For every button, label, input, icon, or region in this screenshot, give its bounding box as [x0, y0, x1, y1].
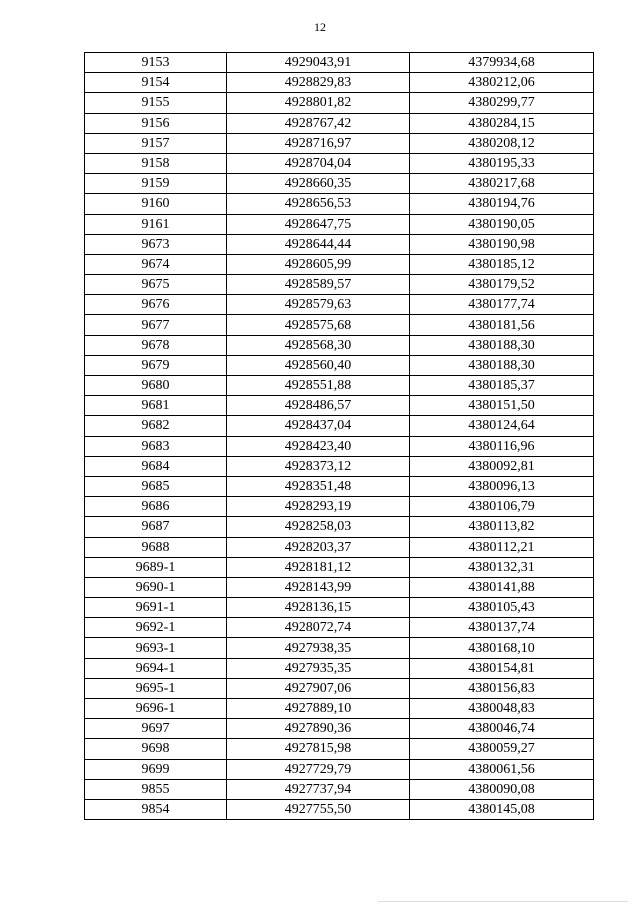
x-coordinate-cell: 4928605,99 — [227, 254, 410, 274]
x-coordinate-cell: 4927729,79 — [227, 759, 410, 779]
point-number-cell: 9684 — [85, 456, 227, 476]
y-coordinate-cell: 4380048,83 — [410, 699, 594, 719]
y-coordinate-cell: 4379934,68 — [410, 53, 594, 73]
y-coordinate-cell: 4380154,81 — [410, 658, 594, 678]
y-coordinate-cell: 4380190,05 — [410, 214, 594, 234]
y-coordinate-cell: 4380185,12 — [410, 254, 594, 274]
x-coordinate-cell: 4928568,30 — [227, 335, 410, 355]
y-coordinate-cell: 4380194,76 — [410, 194, 594, 214]
point-number-cell: 9692-1 — [85, 618, 227, 638]
y-coordinate-cell: 4380284,15 — [410, 113, 594, 133]
table-row — [85, 133, 594, 153]
x-coordinate-cell: 4928829,83 — [227, 73, 410, 93]
point-number-cell: 9679 — [85, 355, 227, 375]
table-row — [85, 517, 594, 537]
x-coordinate-cell: 4927890,36 — [227, 719, 410, 739]
x-coordinate-cell: 4928579,63 — [227, 295, 410, 315]
x-coordinate-cell: 4928373,12 — [227, 456, 410, 476]
scan-edge-line — [378, 901, 628, 902]
point-number-cell: 9682 — [85, 416, 227, 436]
y-coordinate-cell: 4380299,77 — [410, 93, 594, 113]
point-number-cell: 9691-1 — [85, 598, 227, 618]
x-coordinate-cell: 4927737,94 — [227, 779, 410, 799]
table-row — [85, 53, 594, 73]
point-number-cell: 9683 — [85, 436, 227, 456]
x-coordinate-cell: 4928656,53 — [227, 194, 410, 214]
point-number-cell: 9697 — [85, 719, 227, 739]
y-coordinate-cell: 4380106,79 — [410, 497, 594, 517]
table-row — [85, 476, 594, 496]
x-coordinate-cell: 4928351,48 — [227, 476, 410, 496]
table-row — [85, 577, 594, 597]
y-coordinate-cell: 4380185,37 — [410, 376, 594, 396]
x-coordinate-cell: 4928767,42 — [227, 113, 410, 133]
x-coordinate-cell: 4928203,37 — [227, 537, 410, 557]
point-number-cell: 9694-1 — [85, 658, 227, 678]
table-row — [85, 456, 594, 476]
point-number-cell: 9698 — [85, 739, 227, 759]
x-coordinate-cell: 4928575,68 — [227, 315, 410, 335]
table-row — [85, 759, 594, 779]
y-coordinate-cell: 4380188,30 — [410, 355, 594, 375]
point-number-cell: 9688 — [85, 537, 227, 557]
x-coordinate-cell: 4928589,57 — [227, 275, 410, 295]
point-number-cell: 9677 — [85, 315, 227, 335]
point-number-cell: 9686 — [85, 497, 227, 517]
point-number-cell: 9156 — [85, 113, 227, 133]
y-coordinate-cell: 4380217,68 — [410, 174, 594, 194]
table-row — [85, 436, 594, 456]
x-coordinate-cell: 4928072,74 — [227, 618, 410, 638]
y-coordinate-cell: 4380188,30 — [410, 335, 594, 355]
table-row — [85, 214, 594, 234]
point-number-cell: 9673 — [85, 234, 227, 254]
x-coordinate-cell: 4928704,04 — [227, 153, 410, 173]
y-coordinate-cell: 4380156,83 — [410, 678, 594, 698]
point-number-cell: 9161 — [85, 214, 227, 234]
table-row — [85, 275, 594, 295]
x-coordinate-cell: 4928644,44 — [227, 234, 410, 254]
y-coordinate-cell: 4380061,56 — [410, 759, 594, 779]
y-coordinate-cell: 4380151,50 — [410, 396, 594, 416]
table-row — [85, 416, 594, 436]
y-coordinate-cell: 4380046,74 — [410, 719, 594, 739]
point-number-cell: 9160 — [85, 194, 227, 214]
coordinates-table-body — [85, 53, 594, 820]
x-coordinate-cell: 4928136,15 — [227, 598, 410, 618]
y-coordinate-cell: 4380179,52 — [410, 275, 594, 295]
y-coordinate-cell: 4380145,08 — [410, 799, 594, 819]
x-coordinate-cell: 4928716,97 — [227, 133, 410, 153]
y-coordinate-cell: 4380208,12 — [410, 133, 594, 153]
x-coordinate-cell: 4927889,10 — [227, 699, 410, 719]
point-number-cell: 9693-1 — [85, 638, 227, 658]
y-coordinate-cell: 4380190,98 — [410, 234, 594, 254]
point-number-cell: 9685 — [85, 476, 227, 496]
table-row — [85, 295, 594, 315]
point-number-cell: 9675 — [85, 275, 227, 295]
point-number-cell: 9154 — [85, 73, 227, 93]
table-row — [85, 315, 594, 335]
coordinates-table — [84, 52, 594, 820]
y-coordinate-cell: 4380181,56 — [410, 315, 594, 335]
table-row — [85, 799, 594, 819]
point-number-cell: 9699 — [85, 759, 227, 779]
table-row — [85, 719, 594, 739]
table-row — [85, 537, 594, 557]
table-row — [85, 93, 594, 113]
table-row — [85, 376, 594, 396]
table-row — [85, 174, 594, 194]
point-number-cell: 9674 — [85, 254, 227, 274]
table-row — [85, 335, 594, 355]
point-number-cell: 9696-1 — [85, 699, 227, 719]
point-number-cell: 9855 — [85, 779, 227, 799]
y-coordinate-cell: 4380168,10 — [410, 638, 594, 658]
x-coordinate-cell: 4927755,50 — [227, 799, 410, 819]
x-coordinate-cell: 4928437,04 — [227, 416, 410, 436]
y-coordinate-cell: 4380212,06 — [410, 73, 594, 93]
y-coordinate-cell: 4380105,43 — [410, 598, 594, 618]
x-coordinate-cell: 4927935,35 — [227, 658, 410, 678]
table-row — [85, 396, 594, 416]
y-coordinate-cell: 4380195,33 — [410, 153, 594, 173]
point-number-cell: 9689-1 — [85, 557, 227, 577]
point-number-cell: 9680 — [85, 376, 227, 396]
y-coordinate-cell: 4380096,13 — [410, 476, 594, 496]
x-coordinate-cell: 4928647,75 — [227, 214, 410, 234]
table-row — [85, 113, 594, 133]
y-coordinate-cell: 4380177,74 — [410, 295, 594, 315]
y-coordinate-cell: 4380090,08 — [410, 779, 594, 799]
x-coordinate-cell: 4928423,40 — [227, 436, 410, 456]
point-number-cell: 9153 — [85, 53, 227, 73]
x-coordinate-cell: 4928258,03 — [227, 517, 410, 537]
x-coordinate-cell: 4929043,91 — [227, 53, 410, 73]
point-number-cell: 9678 — [85, 335, 227, 355]
point-number-cell: 9687 — [85, 517, 227, 537]
y-coordinate-cell: 4380132,31 — [410, 557, 594, 577]
point-number-cell: 9159 — [85, 174, 227, 194]
y-coordinate-cell: 4380113,82 — [410, 517, 594, 537]
table-row — [85, 355, 594, 375]
table-row — [85, 153, 594, 173]
table-row — [85, 699, 594, 719]
table-row — [85, 739, 594, 759]
x-coordinate-cell: 4927815,98 — [227, 739, 410, 759]
x-coordinate-cell: 4928560,40 — [227, 355, 410, 375]
table-row — [85, 678, 594, 698]
table-row — [85, 254, 594, 274]
table-row — [85, 73, 594, 93]
y-coordinate-cell: 4380124,64 — [410, 416, 594, 436]
table-row — [85, 638, 594, 658]
table-row — [85, 598, 594, 618]
y-coordinate-cell: 4380112,21 — [410, 537, 594, 557]
point-number-cell: 9158 — [85, 153, 227, 173]
table-row — [85, 618, 594, 638]
x-coordinate-cell: 4928486,57 — [227, 396, 410, 416]
point-number-cell: 9854 — [85, 799, 227, 819]
y-coordinate-cell: 4380059,27 — [410, 739, 594, 759]
table-row — [85, 557, 594, 577]
x-coordinate-cell: 4928801,82 — [227, 93, 410, 113]
table-row — [85, 779, 594, 799]
y-coordinate-cell: 4380137,74 — [410, 618, 594, 638]
x-coordinate-cell: 4928660,35 — [227, 174, 410, 194]
x-coordinate-cell: 4928181,12 — [227, 557, 410, 577]
point-number-cell: 9155 — [85, 93, 227, 113]
table-row — [85, 194, 594, 214]
page-number: 12 — [314, 20, 326, 34]
x-coordinate-cell: 4927907,06 — [227, 678, 410, 698]
point-number-cell: 9681 — [85, 396, 227, 416]
point-number-cell: 9695-1 — [85, 678, 227, 698]
table-row — [85, 497, 594, 517]
point-number-cell: 9676 — [85, 295, 227, 315]
table-row — [85, 658, 594, 678]
x-coordinate-cell: 4928143,99 — [227, 577, 410, 597]
x-coordinate-cell: 4928551,88 — [227, 376, 410, 396]
point-number-cell: 9690-1 — [85, 577, 227, 597]
x-coordinate-cell: 4927938,35 — [227, 638, 410, 658]
y-coordinate-cell: 4380141,88 — [410, 577, 594, 597]
y-coordinate-cell: 4380092,81 — [410, 456, 594, 476]
point-number-cell: 9157 — [85, 133, 227, 153]
y-coordinate-cell: 4380116,96 — [410, 436, 594, 456]
table-row — [85, 234, 594, 254]
x-coordinate-cell: 4928293,19 — [227, 497, 410, 517]
